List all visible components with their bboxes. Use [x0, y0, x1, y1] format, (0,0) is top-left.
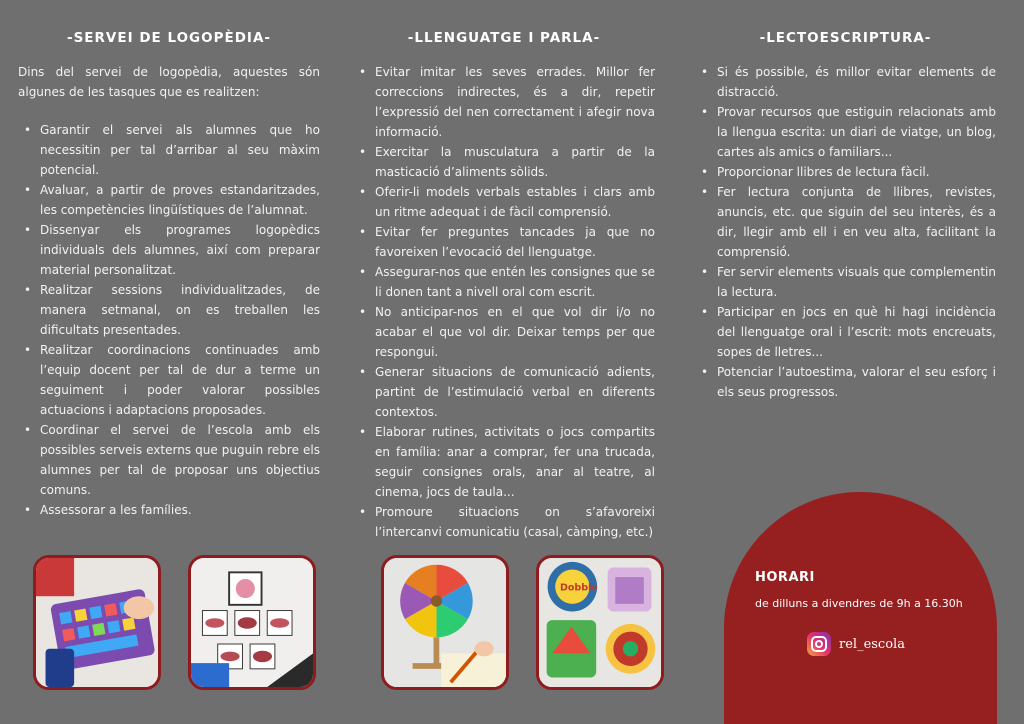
- column-llenguatge-parla: [353, 30, 655, 542]
- lecto-list: [695, 62, 996, 402]
- list-item: • Generar situacions de comunicació adients, partint de l’estimulació verbal en diferents contextos.: [353, 362, 655, 422]
- list-item: • Avaluar, a partir de proves estandaritzades, les competències lingüístiques de l’alumnat.: [18, 180, 320, 220]
- list-item: • Fer lectura conjunta de llibres, revistes, anuncis, etc. que siguin del seu interès, és a dir, llegir amb ell i en veu alta, facilitant la comprensió.: [695, 182, 996, 262]
- svg-text:Dobble: Dobble: [559, 582, 598, 594]
- list-item: • Si és possible, és millor evitar elements de distracció.: [695, 62, 996, 102]
- column-servei-logopedia: [18, 30, 320, 520]
- list-item: • Exercitar la musculatura a partir de la masticació d’aliments sòlids.: [353, 142, 655, 182]
- lecto-title: -LECTOESCRIPTURA-: [759, 30, 932, 46]
- horari-title: HORARI: [755, 570, 815, 585]
- llenguatge-title: -LLENGUATGE I PARLA-: [407, 30, 601, 46]
- photo-game-tins: [536, 555, 664, 690]
- list-item: • Assessorar a les famílies.: [18, 500, 320, 520]
- llenguatge-list: [353, 62, 655, 542]
- list-item: • Elaborar rutines, activitats o jocs compartits en família: anar a comprar, fer una trucada, seguir consignes orals, anar al teatre, al cinema, jocs de taula...: [353, 422, 655, 502]
- photo-keyboard-toy: [33, 555, 161, 690]
- servei-title: -SERVEI DE LOGOPÈDIA-: [66, 30, 271, 46]
- list-item: • Oferir-li models verbals estables i clars amb un ritme adequat i de fàcil comprensió.: [353, 182, 655, 222]
- photo-lips-cards: [188, 555, 316, 690]
- list-item: • Evitar imitar les seves errades. Millor fer correccions indirectes, és a dir, repetir l’expressió del nen correctament i afegir nova informació.: [353, 62, 655, 142]
- list-item: • No anticipar-nos en el que vol dir i/o no acabar el que vol dir. Deixar temps per que respongui.: [353, 302, 655, 362]
- list-item: • Garantir el servei als alumnes que ho necessitin per tal d’arribar al seu màxim potencial.: [18, 120, 320, 180]
- instagram-link[interactable]: [807, 632, 905, 656]
- instagram-icon: [807, 632, 831, 656]
- list-item: • Promoure situacions on s’afavoreixi l’intercanvi comunicatiu (casal, càmping, etc.): [353, 502, 655, 542]
- column-lectoescriptura: [695, 30, 996, 402]
- list-item: • Realitzar coordinacions continuades amb l’equip docent per tal de dur a terme un seguiment i poder valorar possibles actuacions i adaptacions proposades.: [18, 340, 320, 420]
- list-item: • Proporcionar llibres de lectura fàcil.: [695, 162, 996, 182]
- servei-intro: Dins del servei de logopèdia, aquestes són algunes de les tasques que es realitzen:: [18, 65, 320, 99]
- photo-color-wheel: [381, 555, 509, 690]
- list-item: • Coordinar el servei de l’escola amb els possibles serveis externs que puguin rebre els alumnes per tal de proposar uns objectius comuns.: [18, 420, 320, 500]
- horari-schedule: de dilluns a divendres de 9h a 16.30h: [755, 597, 963, 610]
- servei-list: [18, 120, 320, 520]
- list-item: • Realitzar sessions individualitzades, de manera setmanal, on es treballen les dificultats presentades.: [18, 280, 320, 340]
- list-item: • Dissenyar els programes logopèdics individuals dels alumnes, així com preparar material personalitzat.: [18, 220, 320, 280]
- list-item: • Evitar fer preguntes tancades ja que no favoreixen l’evocació del llenguatge.: [353, 222, 655, 262]
- list-item: • Fer servir elements visuals que complementin la lectura.: [695, 262, 996, 302]
- instagram-handle: rel_escola: [839, 636, 905, 652]
- list-item: • Potenciar l’autoestima, valorar el seu esforç i els seus progressos.: [695, 362, 996, 402]
- list-item: • Provar recursos que estiguin relacionats amb la llengua escrita: un diari de viatge, un blog, cartes als amics o familiars...: [695, 102, 996, 162]
- list-item: • Assegurar-nos que entén les consignes que se li donen tant a nivell oral com escrit.: [353, 262, 655, 302]
- list-item: • Participar en jocs en què hi hagi incidència del llenguatge oral i l’escrit: mots encreuats, sopes de lletres...: [695, 302, 996, 362]
